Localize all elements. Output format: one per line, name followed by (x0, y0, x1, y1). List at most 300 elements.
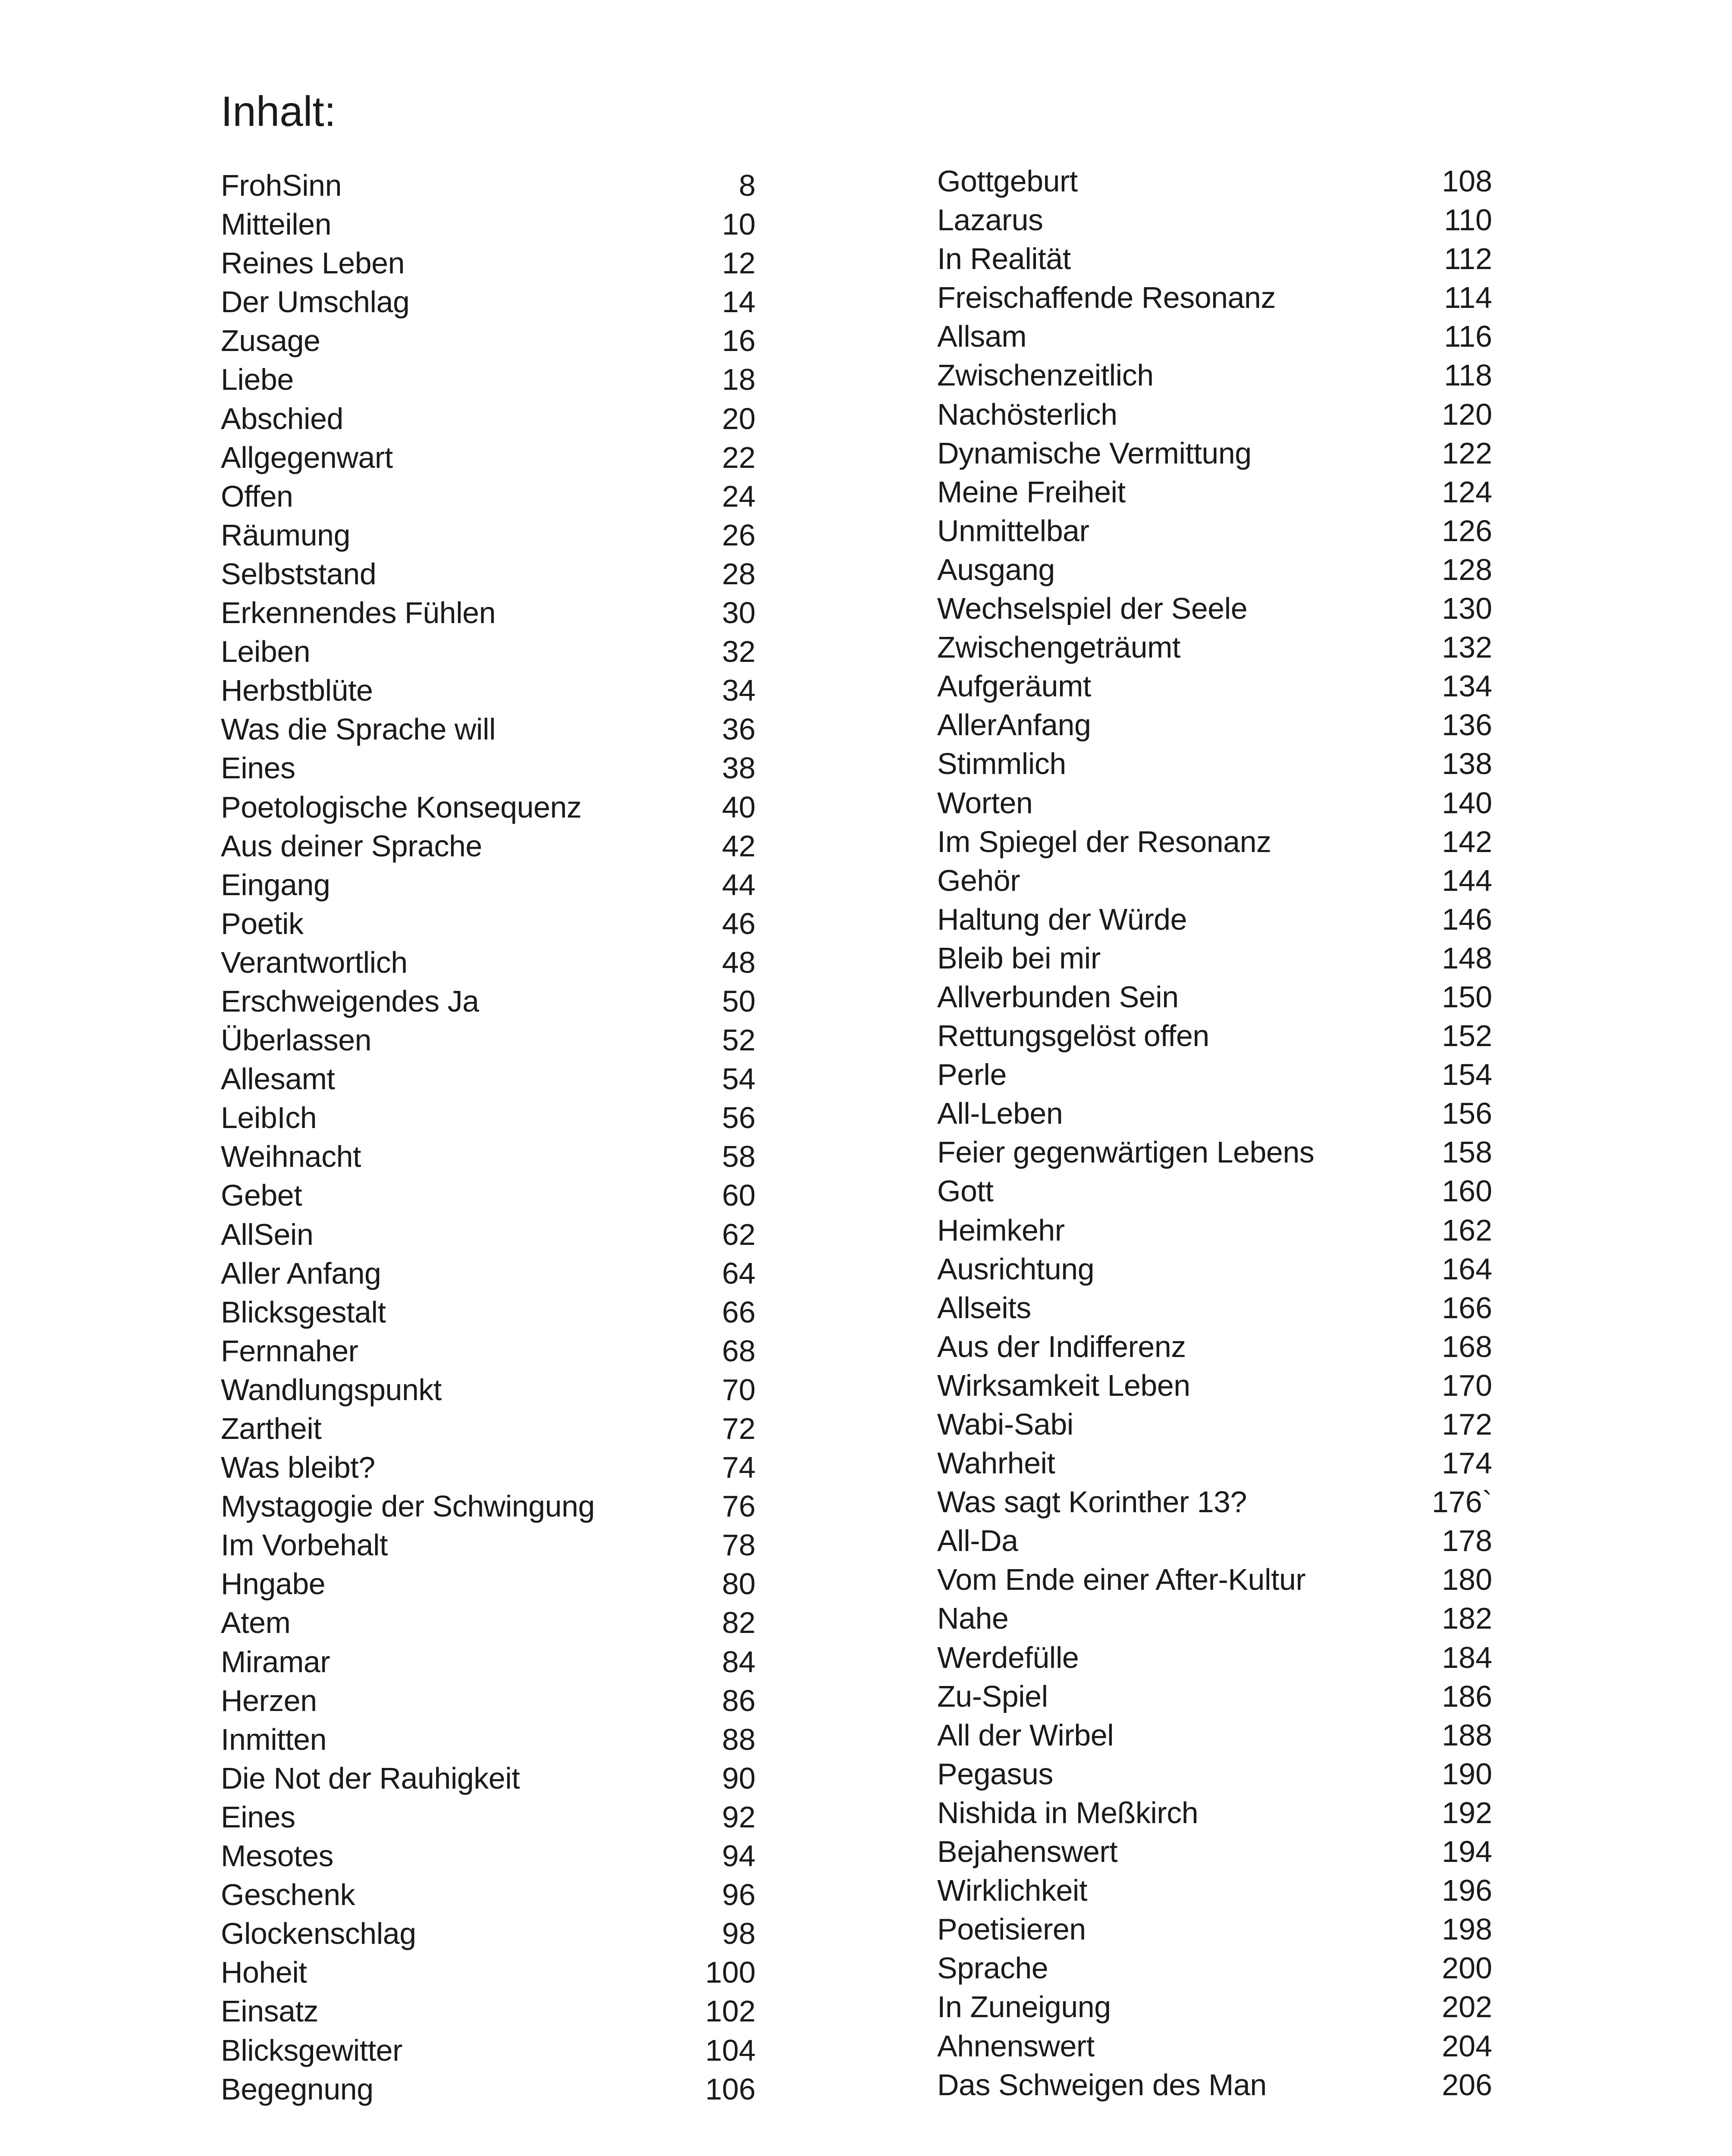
toc-entry-title: Ausgang (937, 552, 1055, 586)
toc-entry-page-number: 124 (1442, 475, 1492, 509)
toc-entry (937, 1949, 1492, 1987)
toc-entry (221, 360, 756, 399)
toc-entry-page-number: 152 (1442, 1019, 1492, 1053)
toc-entry-page-number: 98 (722, 1917, 756, 1951)
toc-entry (221, 1059, 756, 1098)
toc-entry-page-number: 12 (722, 246, 756, 280)
toc-entry (221, 399, 756, 438)
toc-entry-page-number: 68 (722, 1334, 756, 1368)
toc-entry-page-number: 122 (1442, 436, 1492, 470)
toc-entry-page-number: 160 (1442, 1174, 1492, 1208)
toc-entry-title: Zwischenzeitlich (937, 358, 1154, 392)
toc-entry (221, 1487, 756, 1526)
toc-entry (221, 516, 756, 555)
toc-entry-page-number: 64 (722, 1256, 756, 1290)
toc-entry-page-number: 90 (722, 1761, 756, 1795)
toc-entry-title: Poetik (221, 906, 304, 940)
toc-entry-title: Liebe (221, 363, 294, 397)
toc-entry-title: Ausrichtung (937, 1252, 1095, 1286)
toc-entry-title: Poetologische Konsequenz (221, 790, 582, 824)
toc-entry-title: Unmittelbar (937, 514, 1089, 548)
toc-entry-title: Wandlungspunkt (221, 1373, 442, 1407)
toc-entry-page-number: 8 (739, 169, 756, 202)
toc-entry (937, 278, 1492, 317)
toc-entry (937, 356, 1492, 395)
toc-entry (937, 1677, 1492, 1716)
toc-entry-page-number: 58 (722, 1140, 756, 1174)
toc-entry-page-number: 96 (722, 1878, 756, 1912)
toc-entry-title: Allverbunden Sein (937, 980, 1179, 1014)
toc-entry-page-number: 140 (1442, 786, 1492, 820)
toc-entry-title: Werdefülle (937, 1640, 1079, 1674)
toc-entry-page-number: 100 (705, 1955, 756, 1990)
toc-entry-page-number: 74 (722, 1451, 756, 1485)
toc-entry (937, 2065, 1492, 2104)
toc-entry-page-number: 112 (1444, 242, 1492, 276)
toc-entry-title: Lazarus (937, 203, 1043, 237)
toc-entry-page-number: 78 (722, 1528, 756, 1562)
toc-entry-title: Aller Anfang (221, 1256, 381, 1290)
toc-entry-title: Blicksgestalt (221, 1295, 386, 1329)
toc-entry-title: Fernnaher (221, 1334, 358, 1368)
toc-entry-page-number: 10 (722, 207, 756, 241)
toc-entry (937, 861, 1492, 900)
toc-entry-title: Allgegenwart (221, 440, 393, 474)
toc-entry (937, 667, 1492, 705)
toc-entry (937, 1793, 1492, 1832)
toc-entry (937, 900, 1492, 939)
toc-entry-page-number: 86 (722, 1683, 756, 1717)
toc-entry-title: Was sagt Korinther 13? (937, 1485, 1247, 1519)
toc-entry (937, 1755, 1492, 1793)
toc-entry-title: Bleib bei mir (937, 941, 1101, 975)
toc-entry (221, 282, 756, 321)
toc-entry-title: Meine Freiheit (937, 475, 1126, 509)
toc-entry (221, 1137, 756, 1176)
toc-entry (221, 205, 756, 244)
toc-entry-page-number: 194 (1442, 1835, 1492, 1869)
toc-entry-page-number: 16 (722, 324, 756, 358)
toc-entry (937, 1366, 1492, 1405)
toc-entry-title: Eingang (221, 868, 330, 902)
toc-entry-page-number: 62 (722, 1217, 756, 1251)
toc-entry (221, 593, 756, 632)
toc-entry-title: Rettungsgelöst offen (937, 1019, 1209, 1053)
toc-entry (937, 1405, 1492, 1444)
toc-entry-title: All der Wirbel (937, 1718, 1114, 1752)
toc-entry-page-number: 102 (705, 1994, 756, 2028)
toc-entry (221, 477, 756, 516)
toc-entry (937, 1094, 1492, 1133)
toc-entry-title: Hngabe (221, 1567, 326, 1601)
toc-entry (221, 1332, 756, 1370)
toc-entry-title: Im Spiegel der Resonanz (937, 824, 1271, 859)
toc-entry (221, 321, 756, 360)
toc-entry-title: Zusage (221, 324, 320, 358)
toc-entry-title: Gehör (937, 863, 1020, 897)
toc-left-column (221, 166, 756, 2109)
toc-entry (937, 939, 1492, 978)
toc-entry (221, 1526, 756, 1564)
toc-entry-title: Aus der Indifferenz (937, 1329, 1186, 1363)
toc-entry (221, 1564, 756, 1603)
toc-entry-page-number: 136 (1442, 708, 1492, 742)
toc-entry (221, 438, 756, 477)
toc-entry (221, 555, 756, 593)
toc-entry (937, 511, 1492, 550)
toc-entry-page-number: 94 (722, 1839, 756, 1873)
toc-entry-page-number: 138 (1442, 747, 1492, 781)
toc-entry-title: Räumung (221, 518, 351, 552)
toc-entry-page-number: 156 (1442, 1097, 1492, 1131)
toc-entry (221, 1992, 756, 2031)
toc-entry-page-number: 70 (722, 1373, 756, 1407)
toc-entry (221, 1176, 756, 1215)
toc-entry-title: Herzen (221, 1683, 317, 1717)
toc-entry (221, 788, 756, 827)
toc-entry (937, 1055, 1492, 1094)
toc-entry (937, 473, 1492, 511)
toc-entry-title: Wabi-Sabi (937, 1407, 1073, 1441)
toc-entry-page-number: 200 (1442, 1951, 1492, 1985)
toc-entry-page-number: 174 (1442, 1446, 1492, 1480)
toc-entry-page-number: 104 (705, 2033, 756, 2067)
toc-entry-page-number: 80 (722, 1567, 756, 1601)
toc-entry (221, 1021, 756, 1059)
toc-entry-page-number: 170 (1442, 1368, 1492, 1402)
toc-entry (221, 1098, 756, 1137)
toc-entry-title: Heimkehr (937, 1213, 1065, 1247)
toc-entry-title: Dynamische Vermittung (937, 436, 1252, 470)
toc-entry (937, 1599, 1492, 1638)
toc-entry (937, 317, 1492, 356)
toc-entry (221, 1720, 756, 1759)
toc-entry-title: Ahnenswert (937, 2029, 1095, 2063)
toc-entry-title: Erschweigendes Ja (221, 984, 479, 1018)
toc-entry-page-number: 126 (1442, 514, 1492, 548)
toc-entry-page-number: 128 (1442, 552, 1492, 586)
toc-entry-title: Blicksgewitter (221, 2033, 402, 2067)
toc-entry (937, 201, 1492, 239)
toc-entry-page-number: 108 (1442, 164, 1492, 198)
toc-entry-page-number: 76 (722, 1489, 756, 1523)
toc-entry (937, 1444, 1492, 1482)
toc-entry (937, 239, 1492, 278)
toc-entry-page-number: 48 (722, 945, 756, 979)
toc-right-column (937, 162, 1492, 2104)
toc-entry-page-number: 26 (722, 518, 756, 552)
toc-entry (221, 632, 756, 671)
toc-entry (221, 1409, 756, 1448)
toc-entry-page-number: 38 (722, 751, 756, 785)
toc-entry-title: Reines Leben (221, 246, 405, 280)
toc-entry (937, 1871, 1492, 1910)
toc-entry (937, 978, 1492, 1016)
toc-entry (221, 943, 756, 982)
toc-entry-page-number: 36 (722, 712, 756, 746)
toc-entry (221, 1759, 756, 1798)
toc-entry (937, 1016, 1492, 1055)
toc-entry (221, 1215, 756, 1254)
toc-entry-page-number: 196 (1442, 1874, 1492, 1908)
toc-entry-title: Gott (937, 1174, 994, 1208)
toc-entry-title: AllSein (221, 1217, 314, 1251)
toc-entry-page-number: 110 (1444, 203, 1492, 237)
toc-entry-title: Freischaffende Resonanz (937, 281, 1276, 315)
toc-entry (221, 671, 756, 710)
toc-entry-page-number: 120 (1442, 397, 1492, 431)
toc-entry-page-number: 168 (1442, 1329, 1492, 1363)
toc-entry-page-number: 114 (1444, 281, 1492, 315)
toc-entry-page-number: 148 (1442, 941, 1492, 975)
toc-entry-page-number: 204 (1442, 2029, 1492, 2063)
toc-entry-title: AllerAnfang (937, 708, 1091, 742)
toc-entry (221, 1448, 756, 1487)
toc-entry-title: Nahe (937, 1601, 1009, 1636)
toc-entry-page-number: 82 (722, 1606, 756, 1640)
toc-entry (937, 434, 1492, 473)
toc-entry-title: Aus deiner Sprache (221, 829, 482, 863)
toc-entry-title: In Zuneigung (937, 1990, 1111, 2024)
toc-entry-title: Verantwortlich (221, 945, 408, 979)
toc-entry (937, 1560, 1492, 1599)
toc-entry (221, 904, 756, 943)
toc-entry (937, 1832, 1492, 1871)
toc-entry-title: Hoheit (221, 1955, 307, 1990)
toc-entry (937, 1987, 1492, 2026)
toc-entry-title: Mesotes (221, 1839, 334, 1873)
toc-entry-page-number: 20 (722, 401, 756, 436)
toc-entry (937, 1482, 1492, 1521)
toc-entry (937, 1250, 1492, 1288)
toc-entry-title: Mitteilen (221, 207, 332, 241)
toc-entry-page-number: 146 (1442, 902, 1492, 936)
toc-entry-title: Wirksamkeit Leben (937, 1368, 1190, 1402)
toc-entry (937, 1133, 1492, 1172)
toc-entry-page-number: 182 (1442, 1601, 1492, 1636)
toc-entry-title: Haltung der Würde (937, 902, 1187, 936)
toc-entry-title: Gebet (221, 1178, 302, 1213)
toc-entry-page-number: 206 (1442, 2068, 1492, 2102)
toc-entry-title: Was die Sprache will (221, 712, 496, 746)
toc-entry-page-number: 166 (1442, 1291, 1492, 1325)
toc-entry-page-number: 144 (1442, 863, 1492, 897)
toc-entry (221, 865, 756, 904)
toc-entry-title: FrohSinn (221, 169, 342, 202)
toc-entry-title: Erkennendes Fühlen (221, 596, 496, 630)
toc-entry-title: Abschied (221, 401, 343, 436)
toc-entry-title: Herbstblüte (221, 674, 373, 708)
toc-entry-page-number: 52 (722, 1023, 756, 1057)
toc-entry-title: Nachösterlich (937, 397, 1117, 431)
page-title: Inhalt: (221, 88, 336, 135)
toc-entry-page-number: 22 (722, 440, 756, 474)
toc-entry-title: Die Not der Rauhigkeit (221, 1761, 520, 1795)
toc-entry-page-number: 134 (1442, 669, 1492, 703)
toc-entry-title: Wahrheit (937, 1446, 1055, 1480)
toc-entry-title: Sprache (937, 1951, 1048, 1985)
toc-entry (221, 1953, 756, 1992)
toc-entry-page-number: 40 (722, 790, 756, 824)
toc-entry-title: Allesamt (221, 1062, 335, 1096)
toc-entry-title: Das Schweigen des Man (937, 2068, 1267, 2102)
toc-entry (221, 1293, 756, 1332)
toc-entry-title: All-Da (937, 1524, 1018, 1558)
toc-entry-title: Offen (221, 479, 293, 513)
toc-entry-title: Selbststand (221, 557, 377, 591)
toc-entry-title: Was bleibt? (221, 1451, 375, 1485)
toc-entry-title: Wirklichkeit (937, 1874, 1087, 1908)
toc-entry (221, 1914, 756, 1953)
toc-entry-title: Leiben (221, 635, 311, 669)
toc-entry-page-number: 28 (722, 557, 756, 591)
toc-entry (937, 1211, 1492, 1250)
toc-entry (937, 162, 1492, 201)
toc-entry (221, 1798, 756, 1836)
toc-entry-page-number: 42 (722, 829, 756, 863)
toc-entry (937, 589, 1492, 628)
toc-entry-page-number: 190 (1442, 1757, 1492, 1791)
toc-entry-page-number: 176` (1431, 1485, 1492, 1519)
toc-entry-title: Allseits (937, 1291, 1031, 1325)
toc-entry-title: Nishida in Meßkirch (937, 1796, 1199, 1830)
toc-entry-page-number: 154 (1442, 1058, 1492, 1092)
toc-entry-title: Miramar (221, 1645, 330, 1679)
toc-entry-page-number: 178 (1442, 1524, 1492, 1558)
toc-entry (937, 1716, 1492, 1755)
toc-entry-page-number: 198 (1442, 1912, 1492, 1946)
toc-entry-title: Vom Ende einer After-Kultur (937, 1563, 1306, 1597)
toc-entry-page-number: 72 (722, 1412, 756, 1445)
toc-entry-page-number: 188 (1442, 1718, 1492, 1752)
toc-entry-page-number: 84 (722, 1645, 756, 1679)
toc-entry-page-number: 142 (1442, 824, 1492, 859)
toc-entry-page-number: 118 (1444, 358, 1492, 392)
toc-entry-title: Im Vorbehalt (221, 1528, 388, 1562)
toc-entry-page-number: 162 (1442, 1213, 1492, 1247)
toc-entry-page-number: 150 (1442, 980, 1492, 1014)
toc-entry-title: Bejahenswert (937, 1835, 1118, 1869)
toc-entry-page-number: 32 (722, 635, 756, 669)
toc-entry-page-number: 158 (1442, 1135, 1492, 1169)
toc-entry (937, 1327, 1492, 1366)
toc-entry-page-number: 192 (1442, 1796, 1492, 1830)
toc-entry-page-number: 172 (1442, 1407, 1492, 1441)
toc-entry-title: Der Umschlag (221, 285, 410, 319)
toc-entry (221, 1875, 756, 1914)
toc-entry (221, 827, 756, 865)
toc-entry-page-number: 180 (1442, 1563, 1492, 1597)
toc-entry-title: Glockenschlag (221, 1917, 416, 1951)
toc-entry-page-number: 30 (722, 596, 756, 630)
toc-entry-page-number: 56 (722, 1101, 756, 1135)
toc-entry-page-number: 130 (1442, 592, 1492, 626)
toc-entry-page-number: 184 (1442, 1640, 1492, 1674)
toc-entry-title: Worten (937, 786, 1033, 820)
toc-entry (221, 1254, 756, 1293)
toc-entry (937, 705, 1492, 744)
toc-entry-title: Pegasus (937, 1757, 1053, 1791)
toc-entry-page-number: 14 (722, 285, 756, 319)
toc-entry (937, 783, 1492, 822)
toc-entry-title: Aufgeräumt (937, 669, 1091, 703)
toc-entry-title: Eines (221, 1800, 295, 1834)
toc-entry-page-number: 60 (722, 1178, 756, 1213)
toc-entry (937, 1910, 1492, 1949)
toc-entry-title: Inmitten (221, 1722, 326, 1756)
toc-entry (221, 1642, 756, 1681)
toc-entry (221, 710, 756, 749)
toc-entry (937, 1288, 1492, 1327)
toc-entry-title: Zwischengeträumt (937, 630, 1180, 664)
toc-entry (937, 1521, 1492, 1560)
toc-entry-page-number: 34 (722, 674, 756, 708)
toc-entry (937, 1638, 1492, 1677)
toc-entry (221, 1681, 756, 1720)
toc-entry (221, 244, 756, 282)
toc-entry (937, 744, 1492, 783)
toc-entry (221, 749, 756, 787)
toc-entry-title: Perle (937, 1058, 1007, 1092)
toc-entry (221, 166, 756, 205)
toc-entry-title: Gottgeburt (937, 164, 1078, 198)
toc-entry (937, 1172, 1492, 1210)
toc-entry (937, 395, 1492, 434)
toc-entry-page-number: 132 (1442, 630, 1492, 664)
toc-entry-title: Geschenk (221, 1878, 355, 1912)
toc-entry-title: Einsatz (221, 1994, 319, 2028)
toc-entry (937, 550, 1492, 589)
toc-entry (221, 982, 756, 1021)
toc-entry-title: Stimmlich (937, 747, 1066, 781)
toc-entry (221, 1836, 756, 1875)
toc-entry-page-number: 54 (722, 1062, 756, 1096)
toc-entry-title: Weihnacht (221, 1140, 361, 1174)
toc-entry (937, 2027, 1492, 2065)
toc-entry-title: Begegnung (221, 2072, 373, 2106)
toc-entry-title: Poetisieren (937, 1912, 1086, 1946)
toc-entry-title: Allsam (937, 320, 1027, 354)
toc-entry-title: Atem (221, 1606, 291, 1640)
toc-entry (937, 628, 1492, 667)
toc-entry (221, 1603, 756, 1642)
toc-entry-page-number: 164 (1442, 1252, 1492, 1286)
toc-entry (937, 822, 1492, 861)
toc-entry-page-number: 92 (722, 1800, 756, 1834)
toc-entry-title: Zartheit (221, 1412, 322, 1445)
toc-entry-page-number: 186 (1442, 1679, 1492, 1713)
toc-entry-page-number: 202 (1442, 1990, 1492, 2024)
toc-entry-title: LeibIch (221, 1101, 317, 1135)
toc-entry-title: Mystagogie der Schwingung (221, 1489, 595, 1523)
toc-entry-page-number: 46 (722, 906, 756, 940)
toc-entry-page-number: 106 (705, 2072, 756, 2106)
toc-entry-title: In Realität (937, 242, 1071, 276)
toc-entry-title: All-Leben (937, 1097, 1063, 1131)
toc-entry-page-number: 88 (722, 1722, 756, 1756)
toc-entry-page-number: 116 (1444, 320, 1492, 354)
toc-entry-page-number: 18 (722, 363, 756, 397)
toc-entry-title: Feier gegenwärtigen Lebens (937, 1135, 1315, 1169)
toc-entry-title: Überlassen (221, 1023, 372, 1057)
toc-entry-page-number: 50 (722, 984, 756, 1018)
toc-entry (221, 2070, 756, 2109)
toc-entry-page-number: 44 (722, 868, 756, 902)
toc-entry-page-number: 24 (722, 479, 756, 513)
toc-entry-page-number: 66 (722, 1295, 756, 1329)
toc-entry-title: Wechselspiel der Seele (937, 592, 1248, 626)
toc-entry (221, 2031, 756, 2070)
